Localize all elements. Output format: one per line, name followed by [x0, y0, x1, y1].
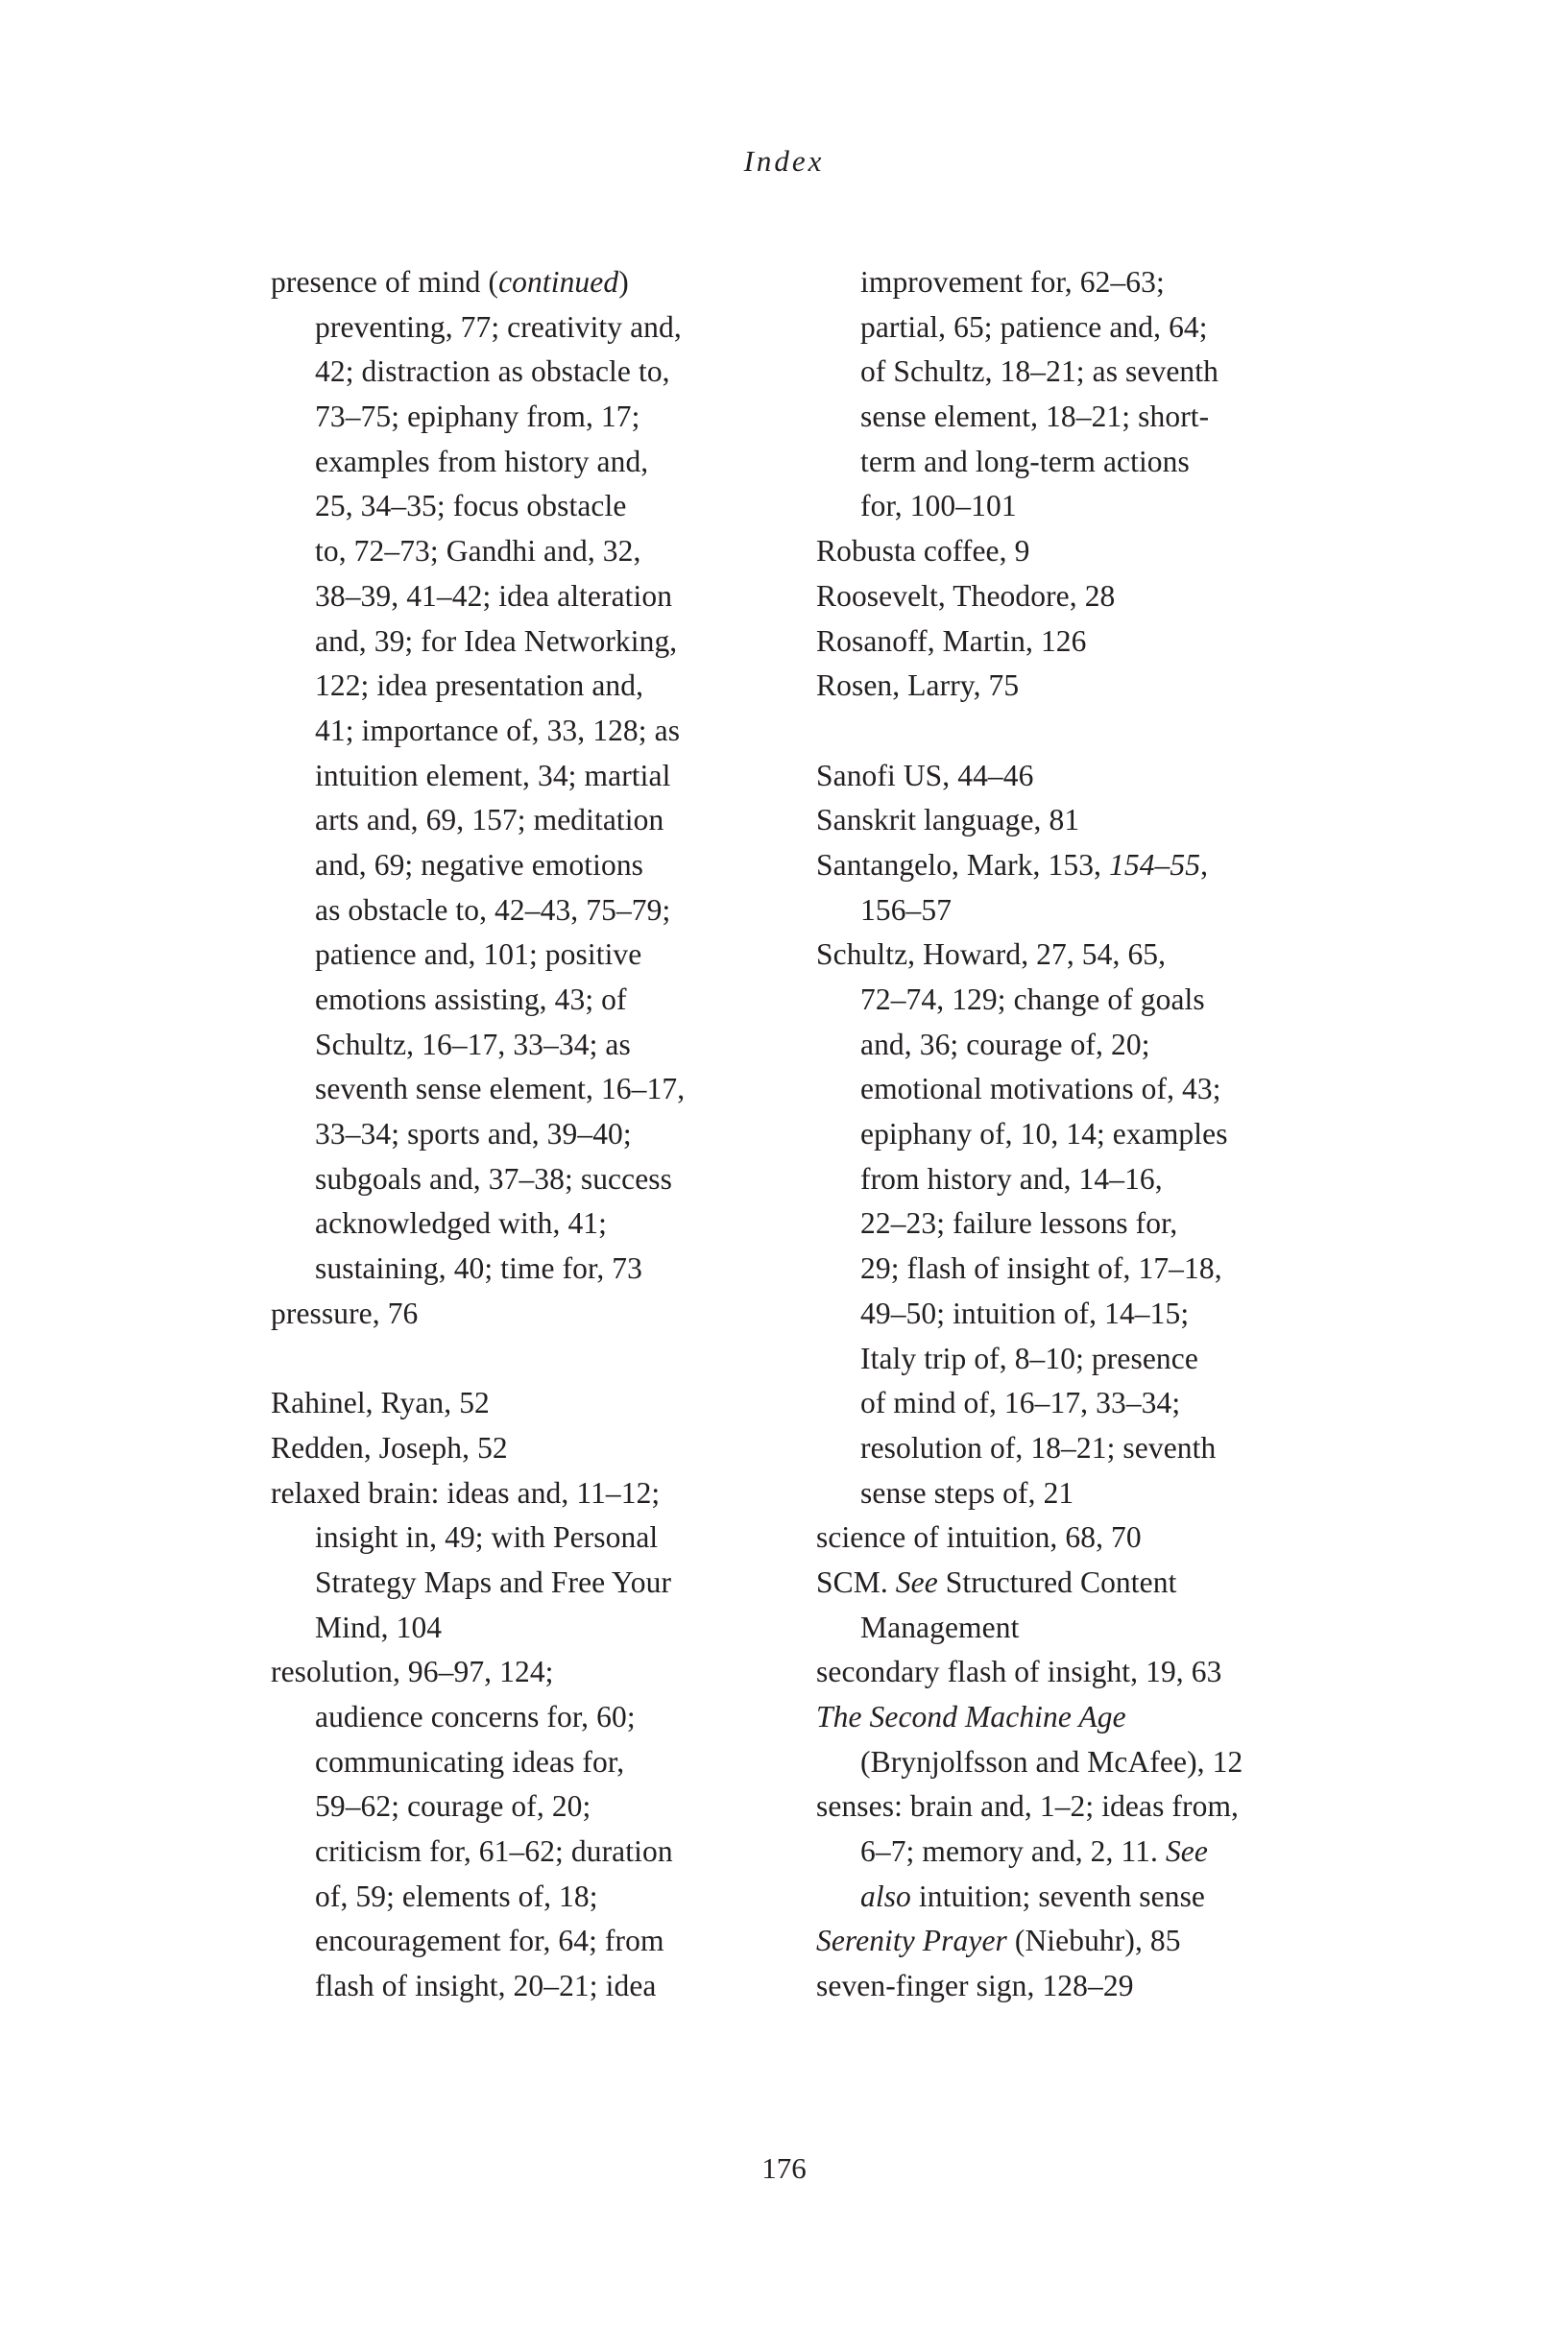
index-entry-subline — [816, 1247, 1315, 1292]
index-entry-heading-line — [816, 933, 1315, 978]
index-entry-heading-line — [816, 1695, 1315, 1740]
running-head: Index — [743, 144, 825, 178]
index-entry-subline — [271, 1157, 770, 1202]
index-entry-heading-line — [271, 260, 770, 305]
text-run: as obstacle to, 42–43, 75–79; — [315, 892, 671, 927]
index-entry-subline — [816, 1337, 1315, 1382]
index-entry-heading-line — [816, 1964, 1315, 2009]
text-run: examples from history and, — [315, 444, 649, 478]
index-entry-subline — [271, 978, 770, 1023]
text-run: 38–39, 41–42; idea alteration — [315, 578, 673, 613]
index-entry-heading-line — [816, 754, 1315, 799]
index-entry-subline — [271, 798, 770, 843]
text-run: term and long-term actions — [860, 444, 1190, 478]
text-run: 6–7; memory and, 2, 11. — [860, 1834, 1166, 1869]
text-run: Sanofi US, 44–46 — [816, 758, 1034, 792]
index-entry — [816, 1695, 1315, 1784]
text-run: secondary flash of insight, 19, 63 — [816, 1655, 1222, 1689]
index-entry-subline — [271, 1112, 770, 1157]
text-run: 72–74, 129; change of goals — [860, 982, 1205, 1016]
text-run: relaxed brain: ideas and, 11–12; — [271, 1475, 661, 1510]
index-entry-continuation — [816, 260, 1315, 529]
index-entry-subline — [271, 754, 770, 799]
index-entry — [816, 1650, 1315, 1695]
index-entry-heading-line — [816, 1650, 1315, 1695]
index-entry — [816, 664, 1315, 709]
index-entry-subline — [816, 1023, 1315, 1068]
text-run: and, 36; courage of, 20; — [860, 1027, 1150, 1061]
text-run: presence of mind ( — [271, 265, 499, 299]
index-entry-heading-line — [816, 574, 1315, 619]
index-entry-heading-line — [271, 1426, 770, 1471]
italic-text-run: The Second Machine Age — [816, 1700, 1126, 1734]
text-run: emotions assisting, 43; of — [315, 982, 627, 1016]
index-entry — [271, 1381, 770, 1426]
index-entry-subline — [271, 1784, 770, 1830]
index-entry-subline — [816, 1471, 1315, 1516]
text-run: Rosanoff, Martin, 126 — [816, 623, 1087, 658]
index-entry — [816, 1919, 1315, 1964]
index-entry — [816, 529, 1315, 574]
text-run: acknowledged with, 41; — [315, 1206, 608, 1241]
index-entry-heading-line — [271, 1292, 770, 1337]
index-entry-subline — [271, 1606, 770, 1651]
text-run: audience concerns for, 60; — [315, 1700, 636, 1734]
index-entry — [271, 1426, 770, 1471]
index-entry-subline — [271, 574, 770, 619]
index-column-right — [816, 260, 1315, 2009]
text-run: criticism for, 61–62; duration — [315, 1834, 673, 1869]
text-run: sense element, 18–21; short- — [860, 400, 1210, 434]
text-run: (Niebuhr), 85 — [1006, 1924, 1181, 1958]
text-run: of, 59; elements of, 18; — [315, 1879, 598, 1913]
text-run: Redden, Joseph, 52 — [271, 1430, 508, 1465]
index-entry-subline — [271, 350, 770, 395]
letter-group-gap — [271, 1337, 770, 1382]
text-run: pressure, 76 — [271, 1296, 419, 1330]
index-entry-subline — [271, 933, 770, 978]
index-entry-subline — [816, 1201, 1315, 1247]
text-run: Roosevelt, Theodore, 28 — [816, 578, 1116, 613]
index-entry-heading-line — [816, 619, 1315, 665]
index-entry-subline — [271, 1830, 770, 1875]
italic-text-run: also — [860, 1879, 911, 1913]
text-run: partial, 65; patience and, 64; — [860, 309, 1208, 344]
text-run: 73–75; epiphany from, 17; — [315, 400, 640, 434]
letter-group-gap — [816, 709, 1315, 754]
text-run: Schultz, Howard, 27, 54, 65, — [816, 937, 1167, 972]
index-entry — [816, 933, 1315, 1515]
text-run: Italy trip of, 8–10; presence — [860, 1341, 1198, 1375]
index-entry-subline — [271, 1023, 770, 1068]
italic-text-run: 154–55 — [1109, 847, 1201, 882]
index-entry-subline — [816, 350, 1315, 395]
index-entry-subline — [816, 978, 1315, 1023]
italic-text-run: Serenity Prayer — [816, 1924, 1007, 1958]
index-entry-subline — [271, 1695, 770, 1740]
text-run: 156–57 — [860, 892, 953, 927]
text-run: Santangelo, Mark, 153, — [816, 847, 1109, 882]
index-entry-subline — [271, 843, 770, 888]
index-entry — [271, 1650, 770, 2009]
index-entry-subline — [271, 1740, 770, 1785]
text-run: 41; importance of, 33, 128; as — [315, 713, 681, 747]
index-entry-subline — [271, 1561, 770, 1606]
text-run: 25, 34–35; focus obstacle — [315, 489, 627, 523]
text-run: 49–50; intuition of, 14–15; — [860, 1296, 1190, 1330]
index-entry — [816, 754, 1315, 799]
text-run: seventh sense element, 16–17, — [315, 1072, 686, 1106]
italic-text-run: See — [1165, 1834, 1208, 1869]
text-run: Management — [860, 1610, 1020, 1644]
index-column-left — [271, 260, 770, 2009]
text-run: 59–62; courage of, 20; — [315, 1789, 591, 1824]
index-entry-subline — [271, 1515, 770, 1561]
index-entry-heading-line — [271, 1381, 770, 1426]
index-entry — [816, 1964, 1315, 2009]
text-run: insight in, 49; with Personal — [315, 1520, 659, 1555]
text-run: science of intuition, 68, 70 — [816, 1520, 1142, 1555]
text-run: Strategy Maps and Free Your — [315, 1564, 672, 1599]
index-entry-subline — [816, 1381, 1315, 1426]
index-entry-subline — [271, 1201, 770, 1247]
text-run: Schultz, 16–17, 33–34; as — [315, 1027, 631, 1061]
text-run: 42; distraction as obstacle to, — [315, 354, 670, 389]
index-entry-subline — [816, 395, 1315, 440]
index-entry — [816, 1784, 1315, 1919]
index-entry-subline — [271, 1875, 770, 1920]
index-entry-subline — [816, 1112, 1315, 1157]
italic-text-run: continued — [498, 265, 619, 299]
index-entry-subline — [271, 305, 770, 351]
index-entry — [816, 1515, 1315, 1561]
index-entry-subline — [816, 1292, 1315, 1337]
index-entry — [271, 1471, 770, 1651]
index-entry-heading-line — [816, 1515, 1315, 1561]
index-entry-heading-line — [816, 529, 1315, 574]
text-run: (Brynjolfsson and McAfee), 12 — [860, 1744, 1243, 1779]
text-run: , — [1200, 847, 1209, 882]
index-entry-subline — [271, 664, 770, 709]
text-run: SCM. — [816, 1564, 896, 1599]
text-run: encouragement for, 64; from — [315, 1924, 664, 1958]
index-entry-subline — [816, 1740, 1315, 1785]
page-number: 176 — [761, 2151, 807, 2185]
index-entry-subline — [271, 619, 770, 665]
index-entry-subline — [271, 1247, 770, 1292]
index-entry — [816, 843, 1315, 933]
text-run: seven-finger sign, 128–29 — [816, 1969, 1134, 2003]
index-entry-subline — [816, 1426, 1315, 1471]
index-entry-heading-line — [271, 1471, 770, 1516]
index-entry — [816, 1561, 1315, 1650]
text-run: intuition element, 34; martial — [315, 758, 671, 792]
text-run: subgoals and, 37–38; success — [315, 1161, 673, 1196]
index-entry-subline — [271, 1067, 770, 1112]
index-entry-subline — [271, 484, 770, 529]
text-run: resolution of, 18–21; seventh — [860, 1430, 1217, 1465]
text-run: senses: brain and, 1–2; ideas from, — [816, 1789, 1240, 1824]
index-entry-heading-line — [816, 1919, 1315, 1964]
index-entry-subline — [271, 888, 770, 934]
text-run: of mind of, 16–17, 33–34; — [860, 1386, 1181, 1420]
text-run: 33–34; sports and, 39–40; — [315, 1117, 632, 1152]
index-entry — [271, 260, 770, 1292]
text-run: preventing, 77; creativity and, — [315, 309, 682, 344]
index-entry-subline — [816, 305, 1315, 351]
text-run: from history and, 14–16, — [860, 1161, 1163, 1196]
text-run: 122; idea presentation and, — [315, 668, 644, 703]
text-run: arts and, 69, 157; meditation — [315, 803, 664, 837]
text-run: sustaining, 40; time for, 73 — [315, 1251, 643, 1286]
text-run: Rahinel, Ryan, 52 — [271, 1386, 490, 1420]
index-entry-heading-line — [271, 1650, 770, 1695]
index-entry-subline — [271, 709, 770, 754]
text-run: 22–23; failure lessons for, — [860, 1206, 1178, 1241]
text-run: Robusta coffee, 9 — [816, 534, 1030, 569]
text-run: to, 72–73; Gandhi and, 32, — [315, 534, 641, 569]
text-run: for, 100–101 — [860, 489, 1017, 523]
index-entry-subline — [816, 1875, 1315, 1920]
index-entry-subline — [816, 888, 1315, 934]
text-run: and, 69; negative emotions — [315, 847, 644, 882]
index-entry-subline — [816, 1606, 1315, 1651]
text-run: of Schultz, 18–21; as seventh — [860, 354, 1218, 389]
text-run: and, 39; for Idea Networking, — [315, 623, 678, 658]
index-entry-subline — [271, 395, 770, 440]
index-entry-subline — [271, 529, 770, 574]
text-run: sense steps of, 21 — [860, 1475, 1074, 1510]
index-entry-subline — [271, 1964, 770, 2009]
index-entry-heading-line — [816, 798, 1315, 843]
text-run: 29; flash of insight of, 17–18, — [860, 1251, 1222, 1286]
index-entry — [816, 619, 1315, 665]
text-run: Structured Content — [937, 1564, 1177, 1599]
text-run: Sanskrit language, 81 — [816, 803, 1080, 837]
index-entry-heading-line — [816, 843, 1315, 888]
text-run: flash of insight, 20–21; idea — [315, 1969, 657, 2003]
index-entry-subline — [271, 440, 770, 485]
index-entry-heading-line — [816, 1784, 1315, 1830]
text-run: Mind, 104 — [315, 1610, 443, 1644]
text-run: epiphany of, 10, 14; examples — [860, 1117, 1228, 1152]
text-run: patience and, 101; positive — [315, 937, 642, 972]
text-run: Rosen, Larry, 75 — [816, 668, 1020, 703]
index-entry-subline — [816, 1157, 1315, 1202]
text-run: emotional motivations of, 43; — [860, 1072, 1221, 1106]
index-entry-subline — [816, 1067, 1315, 1112]
index-entry-heading-line — [816, 664, 1315, 709]
index-entry-subline — [271, 1919, 770, 1964]
index-entry — [816, 798, 1315, 843]
index-entry-subline — [816, 484, 1315, 529]
text-run: improvement for, 62–63; — [860, 265, 1165, 299]
index-entry-heading-line — [816, 1561, 1315, 1606]
text-run: ) — [618, 265, 629, 299]
text-run: communicating ideas for, — [315, 1744, 625, 1779]
index-entry-subline — [816, 440, 1315, 485]
index-entry — [816, 574, 1315, 619]
index-entry-subline — [816, 260, 1315, 305]
index-entry-subline — [816, 1830, 1315, 1875]
text-run: resolution, 96–97, 124; — [271, 1655, 554, 1689]
text-run: intuition; seventh sense — [910, 1879, 1206, 1913]
index-entry — [271, 1292, 770, 1337]
italic-text-run: See — [895, 1564, 938, 1599]
